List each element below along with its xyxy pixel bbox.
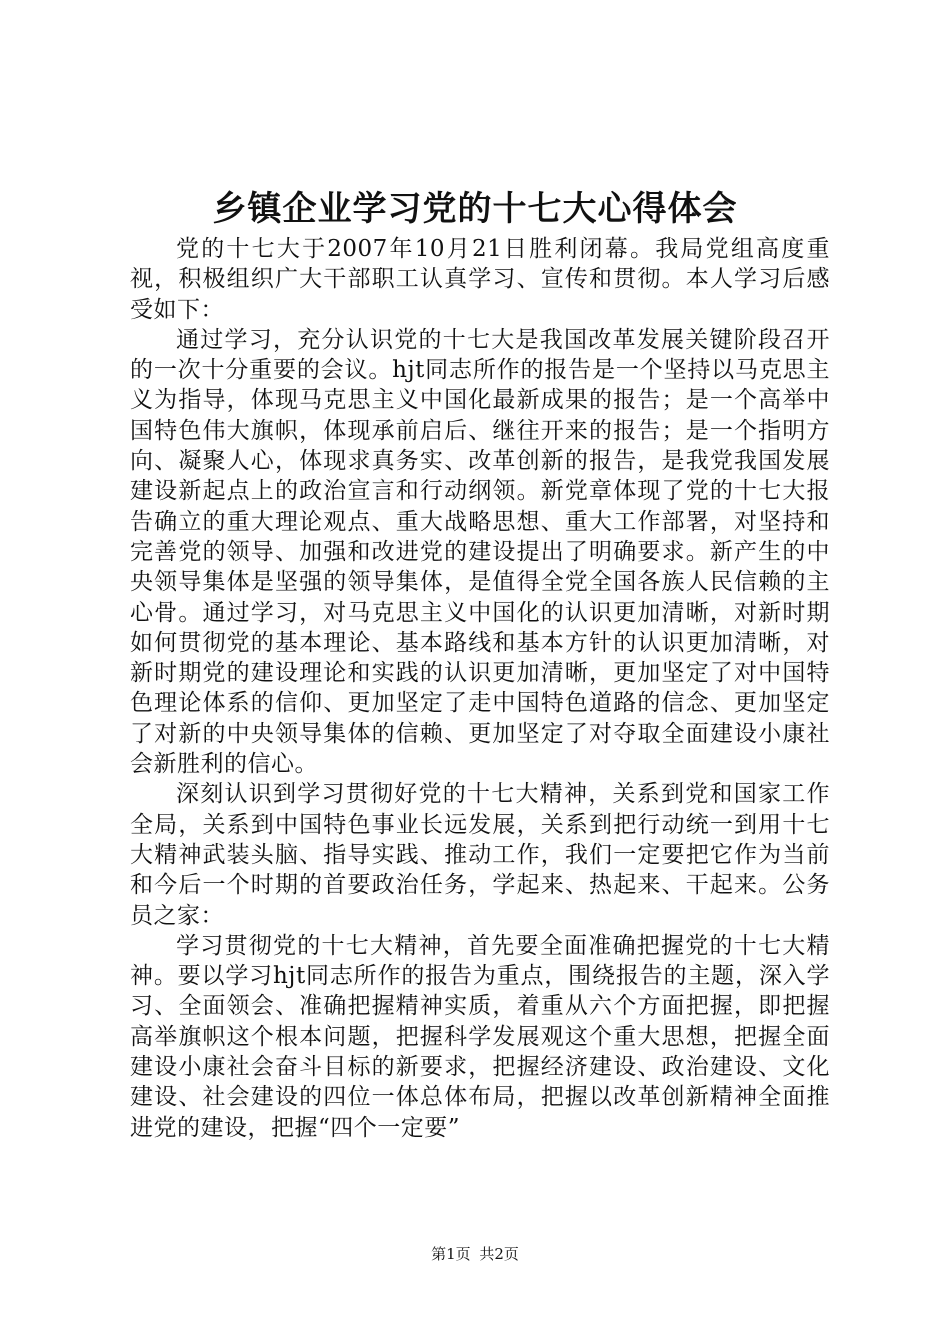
document-title: 乡镇企业学习党的十七大心得体会 [212, 189, 738, 229]
paragraph: 通过学习，充分认识党的十七大是我国改革发展关键阶段召开的一次十分重要的会议。hjt同志所作的报告是一个坚持以马克思主义为指导，体现马克思主义中国化最新成果的报告；是一个高举中国特色伟大旗帜，体现承前启后、继往开来的报告；是一个指明方向、凝聚人心，体现求真务实、改革创新的报告，是我党我国发展建设新起点上的政治宣言和行动纲领。新党章体现了党的十七大报告确立的重大理论观点、重大战略思想、重大工作部署，对坚持和完善党的领导、加强和改进党的建设提出了明确要求。新产生的中央领导集体是坚强的领导集体，是值得全党全国各族人民信赖的主心骨。通过学习，对马克思主义中国化的认识更加清晰，对新时期如何贯彻党的基本理论、基本路线和基本方针的认识更加清晰，对新时期党的建设理论和实践的认识更加清晰，更加坚定了对中国特色理论体系的信仰、更加坚定了走中国特色道路的信念、更加坚定了对新的中央领导集体的信赖、更加坚定了对夺取全面建设小康社会新胜利的信心。 [130, 326, 830, 778]
page-footer [0, 1243, 950, 1265]
page-number: 第1页 [431, 1245, 471, 1263]
page-total: 共2页 [479, 1245, 519, 1263]
paragraph: 党的十七大于2007年10月21日胜利闭幕。我局党组高度重视，积极组织广大干部职工认真学习、宣传和贯彻。本人学习后感受如下： [130, 236, 830, 323]
paragraph: 深刻认识到学习贯彻好党的十七大精神，关系到党和国家工作全局，关系到中国特色事业长远发展，关系到把行动统一到用十七大精神武装头脑、指导实践、推动工作，我们一定要把它作为当前和今后一个时期的首要政治任务，学起来、热起来、干起来。公务员之家： [130, 781, 830, 929]
document-body [130, 234, 830, 1143]
paragraph: 学习贯彻党的十七大精神，首先要全面准确把握党的十七大精神。要以学习hjt同志所作的报告为重点，围绕报告的主题，深入学习、全面领会、准确把握精神实质，着重从六个方面把握，即把握高举旗帜这个根本问题，把握科学发展观这个重大思想，把握全面建设小康社会奋斗目标的新要求，把握经济建设、政治建设、文化建设、社会建设的四位一体总体布局，把握以改革创新精神全面推进党的建设，把握“四个一定要” [130, 932, 830, 1141]
